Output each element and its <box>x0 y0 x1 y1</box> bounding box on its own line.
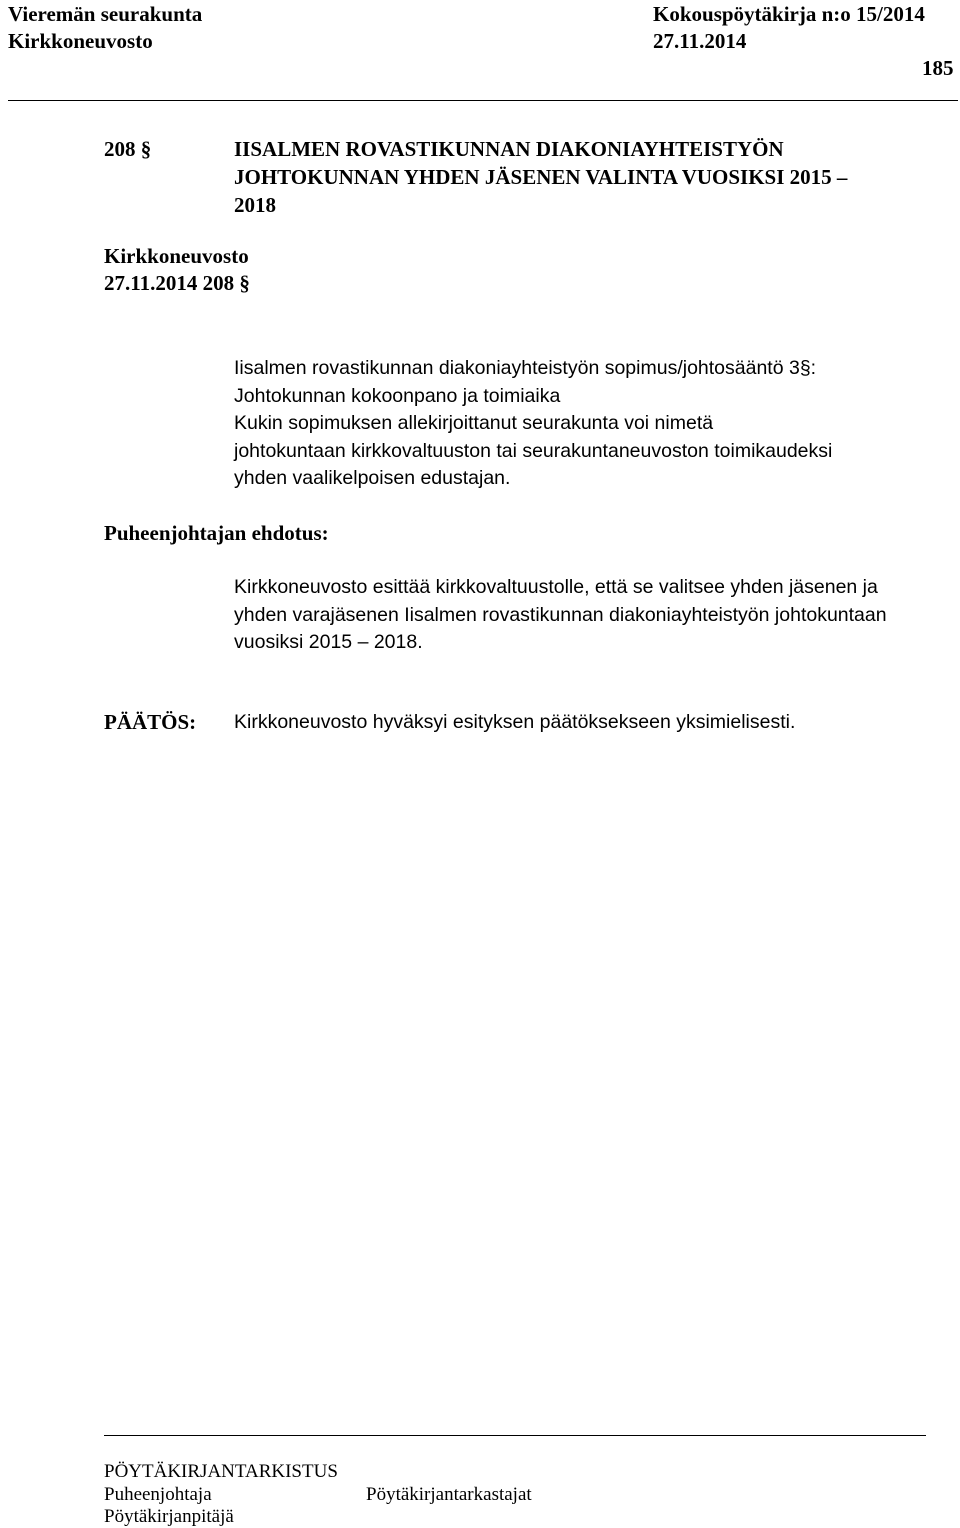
proposal-line: Kirkkoneuvosto esittää kirkkovaltuustolle, että se valitsee yhden jäsenen ja <box>234 576 878 598</box>
reference-body: Kirkkoneuvosto <box>104 244 249 268</box>
proposal-label: Puheenjohtajan ehdotus: <box>104 521 329 545</box>
section-title-line: 2018 <box>234 193 276 217</box>
meeting-body: Kirkkoneuvosto <box>8 29 153 53</box>
background-line: Iisalmen rovastikunnan diakoniayhteistyön sopimus/johtosääntö 3§: <box>234 357 817 379</box>
section-title <box>234 135 847 219</box>
organization-name: Vieremän seurakunta <box>8 2 203 26</box>
reference-date-section: 27.11.2014 208 § <box>104 271 250 295</box>
background-line: johtokuntaan kirkkovaltuuston tai seurakuntaneuvoston toimikaudeksi <box>234 439 833 462</box>
background-line: yhden vaalikelpoisen edustajan. <box>234 467 511 489</box>
document-title: Kokouspöytäkirja n:o 15/2014 <box>653 2 925 26</box>
header-divider <box>8 100 958 101</box>
footer-archive-label: PÖYTÄKIRJANTARKISTUS <box>104 1461 338 1482</box>
decision-text: Kirkkoneuvosto hyväksyi esityksen päätöksekseen yksimielisesti. <box>234 711 796 733</box>
proposal-line: yhden varajäsenen Iisalmen rovastikunnan diakoniayhteistyön johtokuntaan <box>234 603 887 626</box>
footer-chair-label: Puheenjohtaja <box>104 1484 212 1505</box>
background-text <box>234 355 832 493</box>
proposal-line: vuosiksi 2015 – 2018. <box>234 631 423 653</box>
footer-checkers-label: Pöytäkirjantarkastajat <box>366 1484 532 1505</box>
section-title-line: IISALMEN ROVASTIKUNNAN DIAKONIAYHTEISTYÖN <box>234 137 784 161</box>
background-line: Kukin sopimuksen allekirjoittanut seurakunta voi nimetä <box>234 412 714 434</box>
section-title-line: JOHTOKUNNAN YHDEN JÄSENEN VALINTA VUOSIKSI 2015 – <box>234 165 848 189</box>
section-number: 208 § <box>104 137 152 161</box>
section-symbol: § <box>140 137 152 161</box>
footer-divider <box>104 1435 926 1436</box>
proposal-text <box>234 574 887 657</box>
meeting-date: 27.11.2014 <box>653 29 747 53</box>
decision-label: PÄÄTÖS: <box>104 710 197 734</box>
background-line: Johtokunnan kokoonpano ja toimiaika <box>234 384 561 407</box>
footer-secretary-label: Pöytäkirjanpitäjä <box>104 1506 234 1527</box>
page-number: 185 <box>922 56 954 80</box>
